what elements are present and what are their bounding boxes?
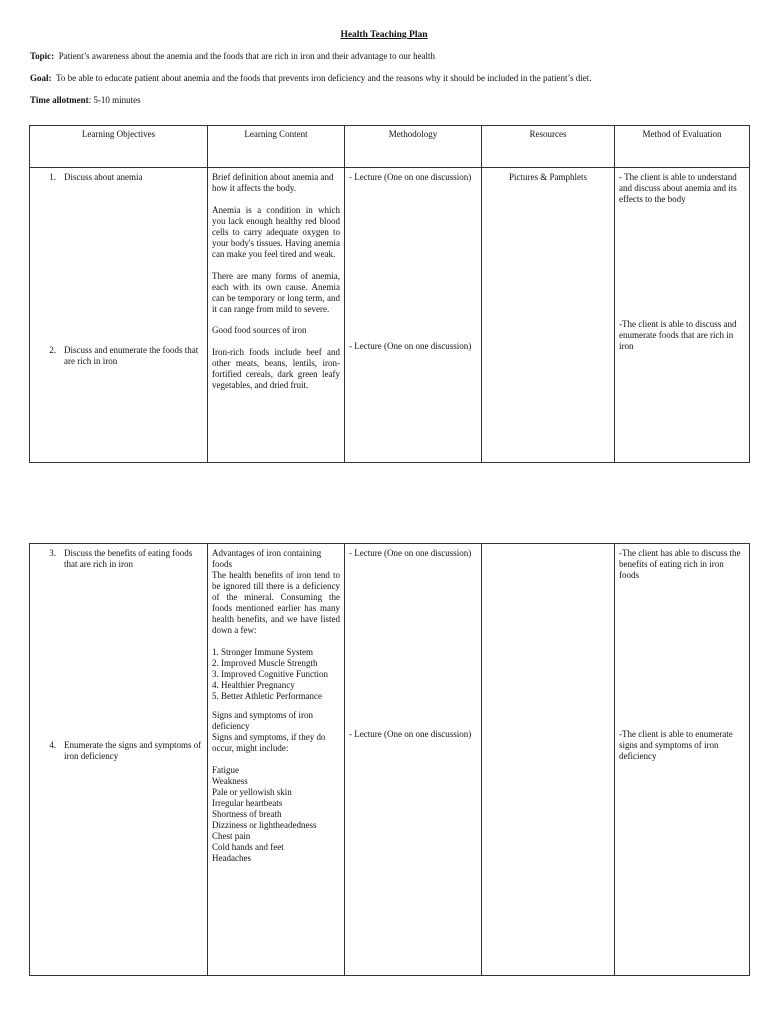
topic-text: Patient’s awareness about the anemia and the foods that are rich in iron and their advantage to our health	[58, 51, 436, 61]
time-text: 5-10 minutes	[93, 95, 141, 105]
symptom-item: Dizziness or lightheadedness	[212, 820, 317, 830]
methodology-cell	[345, 168, 482, 463]
methodology-cell	[345, 544, 482, 976]
table-row	[30, 544, 750, 976]
resources-text: Pictures & Pamphlets	[509, 172, 587, 182]
goal-text: To be able to educate patient about anemia and the foods that prevents iron deficiency and the reasons why it should be included in the patient’s diet.	[56, 73, 592, 83]
table-row	[30, 168, 750, 463]
objective-item	[34, 740, 203, 762]
resources-cell	[482, 544, 615, 976]
teaching-plan-table-2	[29, 543, 750, 976]
objectives-cell	[30, 168, 208, 463]
header-row	[30, 126, 750, 168]
symptom-item: Irregular heartbeats	[212, 798, 283, 808]
evaluation-text: - The client is able to understand and discuss about anemia and its effects to the body	[619, 172, 737, 204]
objectives-cell	[30, 544, 208, 976]
content-block	[212, 710, 340, 864]
methodology-text: - Lecture (One on one discussion)	[349, 729, 472, 739]
header-methodology: Methodology	[345, 126, 482, 168]
methodology-text: - Lecture (One on one discussion)	[349, 548, 472, 558]
header-learning-objectives: Learning Objectives	[30, 126, 208, 168]
symptom-item: Chest pain	[212, 831, 251, 841]
objective-item	[34, 172, 203, 183]
goal-line: Goal: To be able to educate patient about anemia and the foods that prevents iron deficiency and the reasons why it should be included in the patient’s diet.	[30, 73, 592, 83]
methodology-text: - Lecture (One on one discussion)	[349, 341, 472, 351]
content-line: 5. Better Athletic Performance	[212, 691, 322, 701]
objective-text: Discuss and enumerate the foods that are rich in iron	[64, 345, 199, 366]
content-line: Signs and symptoms of iron deficiency	[212, 710, 316, 731]
content-line: Brief definition about anemia and how it affects the body.	[212, 172, 336, 193]
evaluation-cell	[615, 544, 750, 976]
page-title: Health Teaching Plan	[340, 30, 428, 40]
evaluation-text: -The client is able to enumerate signs and symptoms of iron deficiency	[619, 729, 733, 761]
content-block	[212, 325, 343, 391]
objective-text: Discuss the benefits of eating foods that are rich in iron	[64, 548, 193, 569]
objective-text: Discuss about anemia	[64, 172, 143, 182]
time-allotment-line: Time allotment: 5-10 minutes	[30, 95, 141, 105]
header-resources: Resources	[482, 126, 615, 168]
objective-number: 2.	[49, 345, 56, 355]
content-line: 3. Improved Cognitive Function	[212, 669, 328, 679]
content-block	[212, 172, 343, 315]
objective-item	[34, 345, 203, 367]
content-line: Anemia is a condition in which you lack enough healthy red blood cells to carry adequate oxygen to your body's tissues. Having anemia can make you feel tired and weak.	[212, 205, 343, 259]
content-line: Signs and symptoms, if they do occur, might include:	[212, 732, 328, 753]
content-line: The health benefits of iron tend to be ignored till there is a deficiency of the mineral. Consuming the foods mentioned earlier has many health benefits, and we have listed down a few:	[212, 570, 343, 635]
symptom-item: Shortness of breath	[212, 809, 282, 819]
symptom-item: Fatigue	[212, 765, 239, 775]
header-learning-content: Learning Content	[208, 126, 345, 168]
symptom-item: Cold hands and feet	[212, 842, 284, 852]
methodology-text: - Lecture (One on one discussion)	[349, 172, 472, 182]
objective-number: 3.	[49, 548, 56, 558]
topic-line: Topic: Patient’s awareness about the anemia and the foods that are rich in iron and their advantage to our health	[30, 51, 436, 61]
evaluation-cell	[615, 168, 750, 463]
teaching-plan-table-1	[29, 125, 750, 463]
goal-label: Goal	[30, 73, 49, 83]
content-block	[212, 548, 343, 702]
objective-number: 1.	[49, 172, 56, 182]
content-line: 4. Healthier Pregnancy	[212, 680, 295, 690]
time-label: Time allotment	[30, 95, 89, 105]
content-cell	[208, 544, 345, 976]
content-line: Advantages of iron containing foods	[212, 548, 324, 569]
topic-label: Topic	[30, 51, 52, 61]
resources-cell	[482, 168, 615, 463]
objective-number: 4.	[49, 740, 56, 750]
objective-text: Enumerate the signs and symptoms of iron deficiency	[64, 740, 202, 761]
objective-item	[34, 548, 203, 570]
content-line: Iron-rich foods include beef and other meats, beans, lentils, iron-fortified cereals, dark green leafy vegetables, and dried fruit.	[212, 347, 343, 390]
symptom-item: Headaches	[212, 853, 251, 863]
evaluation-text: -The client is able to discuss and enumerate foods that are rich in iron	[619, 319, 737, 351]
symptom-item: Pale or yellowish skin	[212, 787, 292, 797]
header-method-of-evaluation: Method of Evaluation	[615, 126, 750, 168]
content-line: 2. Improved Muscle Strength	[212, 658, 318, 668]
evaluation-text: -The client has able to discuss the benefits of eating rich in iron foods	[619, 548, 741, 580]
content-line: Good food sources of iron	[212, 325, 307, 335]
content-cell	[208, 168, 345, 463]
content-line: There are many forms of anemia, each with its own cause. Anemia can be temporary or long term, and it can range from mild to severe.	[212, 271, 343, 314]
symptom-item: Weakness	[212, 776, 248, 786]
content-line: 1. Stronger Immune System	[212, 647, 313, 657]
